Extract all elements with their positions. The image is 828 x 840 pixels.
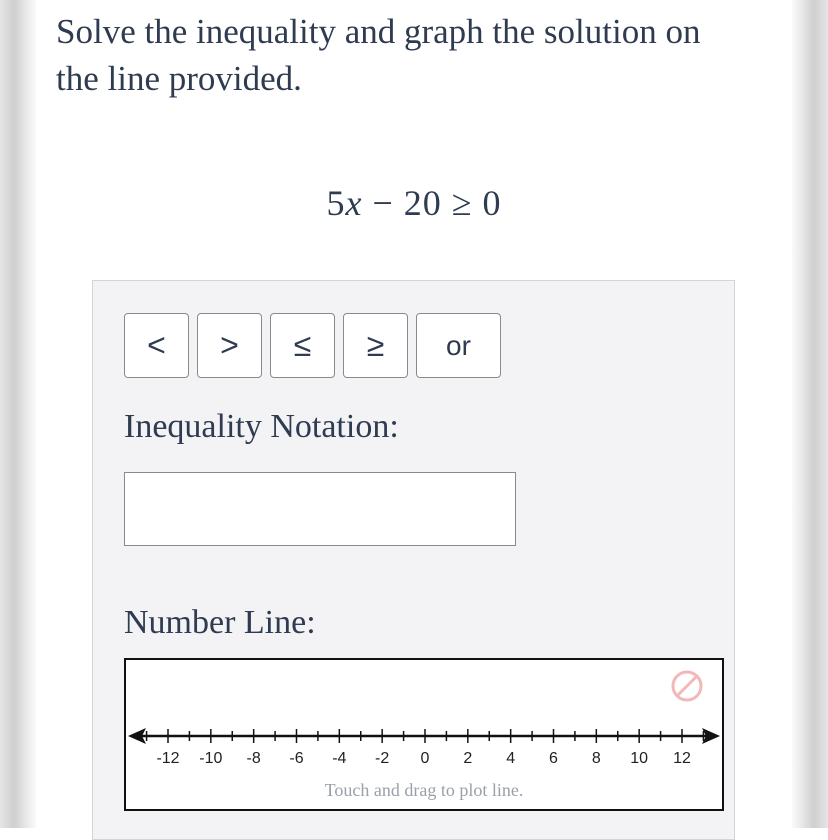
number-line-tick-label: 10 — [630, 750, 649, 767]
equation-variable: x — [345, 183, 363, 223]
right-page-shadow — [792, 0, 828, 828]
greater-equal-button[interactable]: ≥ — [343, 313, 408, 378]
number-line-hint: Touch and drag to plot line. — [324, 780, 524, 800]
inequality-notation-input[interactable] — [124, 472, 516, 546]
number-line-canvas[interactable] — [124, 658, 724, 811]
inequality-equation — [0, 182, 828, 224]
number-line-tick-label: -8 — [246, 750, 261, 767]
left-page-shadow — [0, 0, 36, 828]
less-than-button[interactable]: < — [124, 313, 189, 378]
less-equal-button[interactable]: ≤ — [270, 313, 335, 378]
number-line-tick-label: 4 — [506, 750, 516, 767]
number-line-tick-label: -10 — [199, 750, 223, 767]
number-line-tick-label: 0 — [420, 750, 430, 767]
no-entry-icon[interactable] — [673, 672, 701, 700]
number-line-tick-label: -6 — [289, 750, 304, 767]
number-line-tick-label: -4 — [332, 750, 347, 767]
number-line-tick-label: 2 — [463, 750, 473, 767]
number-line-tick-label: -12 — [156, 750, 180, 767]
number-line-tick-label: -2 — [375, 750, 390, 767]
question-prompt: Solve the inequality and graph the solution on the line provided. — [56, 12, 701, 98]
number-line-label: Number Line: — [124, 604, 316, 641]
inequality-notation-label: Inequality Notation: — [124, 408, 399, 445]
equation-rest: − 20 ≥ 0 — [362, 183, 502, 223]
equation-coefficient: 5 — [326, 183, 346, 223]
number-line-tick-label: 8 — [591, 750, 601, 767]
greater-than-button[interactable]: > — [197, 313, 262, 378]
number-line-tick-label: 6 — [549, 750, 558, 767]
or-button[interactable]: or — [416, 313, 501, 378]
number-line-tick-label: 12 — [673, 750, 691, 767]
